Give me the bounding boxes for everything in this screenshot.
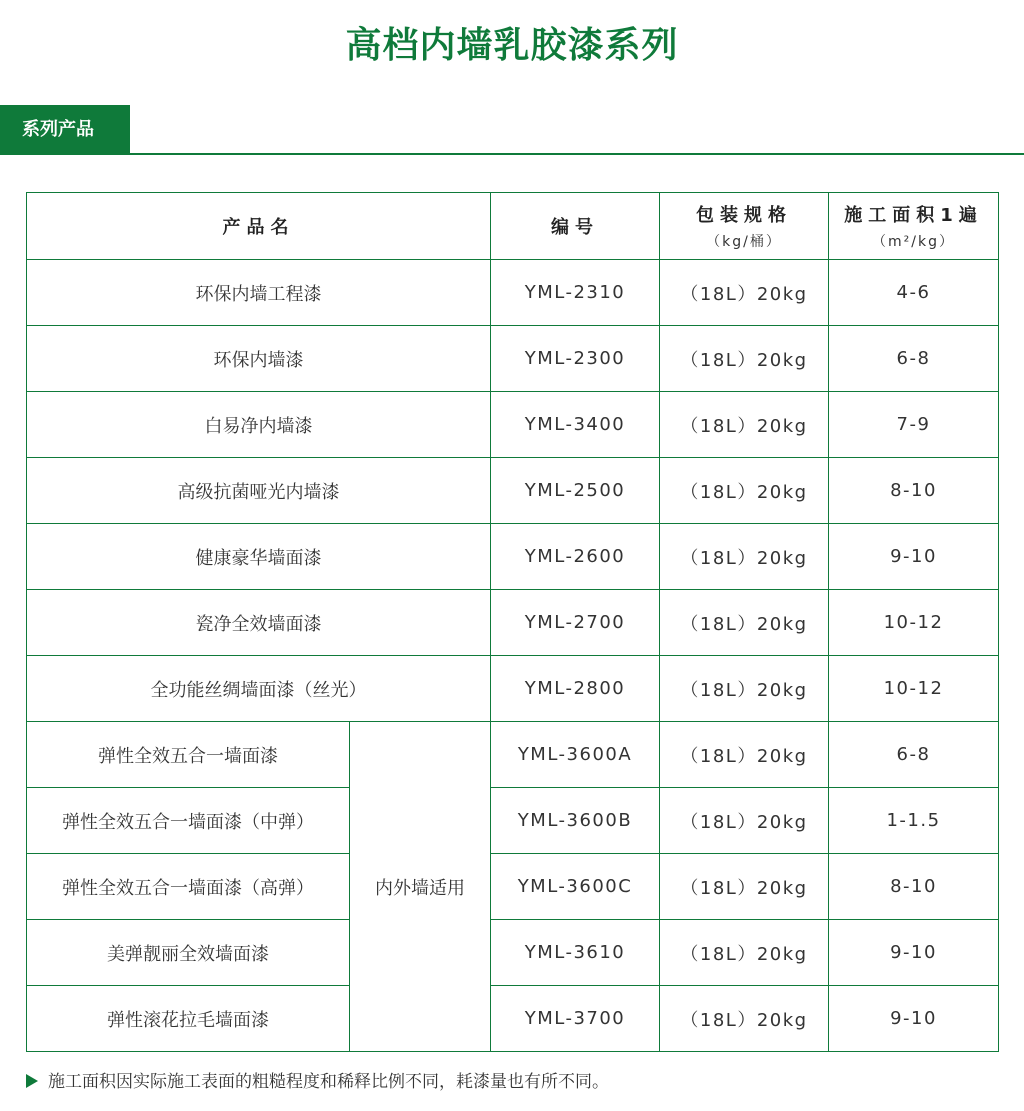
packaging-cell: （18L）20kg: [660, 524, 829, 590]
table-row: [27, 722, 999, 788]
table-row: [27, 326, 999, 392]
product-name-cell: 环保内墙工程漆: [27, 260, 491, 326]
footnote-text: 施工面积因实际施工表面的粗糙程度和稀释比例不同，耗漆量也有所不同。: [48, 1072, 609, 1092]
product-name-cell: 白易净内墙漆: [27, 392, 491, 458]
coverage-cell: 10-12: [829, 656, 999, 722]
product-name-cell: 弹性滚花拉毛墙面漆: [27, 986, 350, 1052]
coverage-cell: 6-8: [829, 326, 999, 392]
header-coverage: [829, 193, 999, 260]
coverage-cell: 8-10: [829, 854, 999, 920]
table-row: [27, 788, 999, 854]
product-name-cell: 美弹靓丽全效墙面漆: [27, 920, 350, 986]
coverage-cell: 1-1.5: [829, 788, 999, 854]
packaging-cell: （18L）20kg: [660, 788, 829, 854]
table-row: [27, 854, 999, 920]
section-label: 系列产品: [0, 105, 130, 154]
coverage-cell: 7-9: [829, 392, 999, 458]
header-code-label: 编号: [551, 217, 599, 238]
triangle-bullet-icon: [26, 1074, 38, 1088]
product-table: [26, 192, 999, 1052]
table-row: [27, 524, 999, 590]
table-row: [27, 656, 999, 722]
product-name-cell: 弹性全效五合一墙面漆（高弹）: [27, 854, 350, 920]
product-name-cell: 弹性全效五合一墙面漆（中弹）: [27, 788, 350, 854]
product-code-cell: YML-3700: [491, 986, 660, 1052]
coverage-cell: 9-10: [829, 920, 999, 986]
packaging-cell: （18L）20kg: [660, 656, 829, 722]
table-body: [27, 260, 999, 1052]
packaging-cell: （18L）20kg: [660, 986, 829, 1052]
product-name-cell: 健康豪华墙面漆: [27, 524, 491, 590]
product-code-cell: YML-2800: [491, 656, 660, 722]
packaging-cell: （18L）20kg: [660, 590, 829, 656]
product-name-cell: 环保内墙漆: [27, 326, 491, 392]
header-packaging-unit: （kg/桶）: [706, 234, 782, 250]
packaging-cell: （18L）20kg: [660, 722, 829, 788]
packaging-cell: （18L）20kg: [660, 326, 829, 392]
product-code-cell: YML-3600A: [491, 722, 660, 788]
coverage-cell: 9-10: [829, 524, 999, 590]
product-code-cell: YML-2700: [491, 590, 660, 656]
product-code-cell: YML-3400: [491, 392, 660, 458]
product-code-cell: YML-2600: [491, 524, 660, 590]
header-coverage-unit: （m²/kg）: [872, 234, 955, 250]
product-code-cell: YML-3600B: [491, 788, 660, 854]
packaging-cell: （18L）20kg: [660, 854, 829, 920]
product-code-cell: YML-2500: [491, 458, 660, 524]
product-name-cell: 弹性全效五合一墙面漆: [27, 722, 350, 788]
product-code-cell: YML-3600C: [491, 854, 660, 920]
table-row: [27, 986, 999, 1052]
header-product-name-label: 产品名: [222, 217, 295, 238]
header-packaging-label: 包装规格: [696, 205, 792, 226]
header-packaging: [660, 193, 829, 260]
page-title: 高档内墙乳胶漆系列: [345, 25, 679, 66]
section-divider: [0, 153, 1024, 155]
table-row: [27, 590, 999, 656]
coverage-cell: 8-10: [829, 458, 999, 524]
product-name-cell: 全功能丝绸墙面漆（丝光）: [27, 656, 491, 722]
product-name-cell: 瓷净全效墙面漆: [27, 590, 491, 656]
packaging-cell: （18L）20kg: [660, 392, 829, 458]
footnote: [26, 1070, 609, 1094]
usage-group-cell: 内外墙适用: [350, 722, 491, 1052]
product-code-cell: YML-3610: [491, 920, 660, 986]
header-code: [491, 193, 660, 260]
header-coverage-label: 施工面积1遍: [844, 205, 983, 226]
packaging-cell: （18L）20kg: [660, 920, 829, 986]
coverage-cell: 10-12: [829, 590, 999, 656]
coverage-cell: 4-6: [829, 260, 999, 326]
header-product-name: [27, 193, 491, 260]
table-row: [27, 920, 999, 986]
packaging-cell: （18L）20kg: [660, 458, 829, 524]
table-row: [27, 260, 999, 326]
product-code-cell: YML-2310: [491, 260, 660, 326]
packaging-cell: （18L）20kg: [660, 260, 829, 326]
coverage-cell: 6-8: [829, 722, 999, 788]
coverage-cell: 9-10: [829, 986, 999, 1052]
table-row: [27, 458, 999, 524]
product-code-cell: YML-2300: [491, 326, 660, 392]
table-row: [27, 392, 999, 458]
product-name-cell: 高级抗菌哑光内墙漆: [27, 458, 491, 524]
table-header-row: [27, 193, 999, 260]
